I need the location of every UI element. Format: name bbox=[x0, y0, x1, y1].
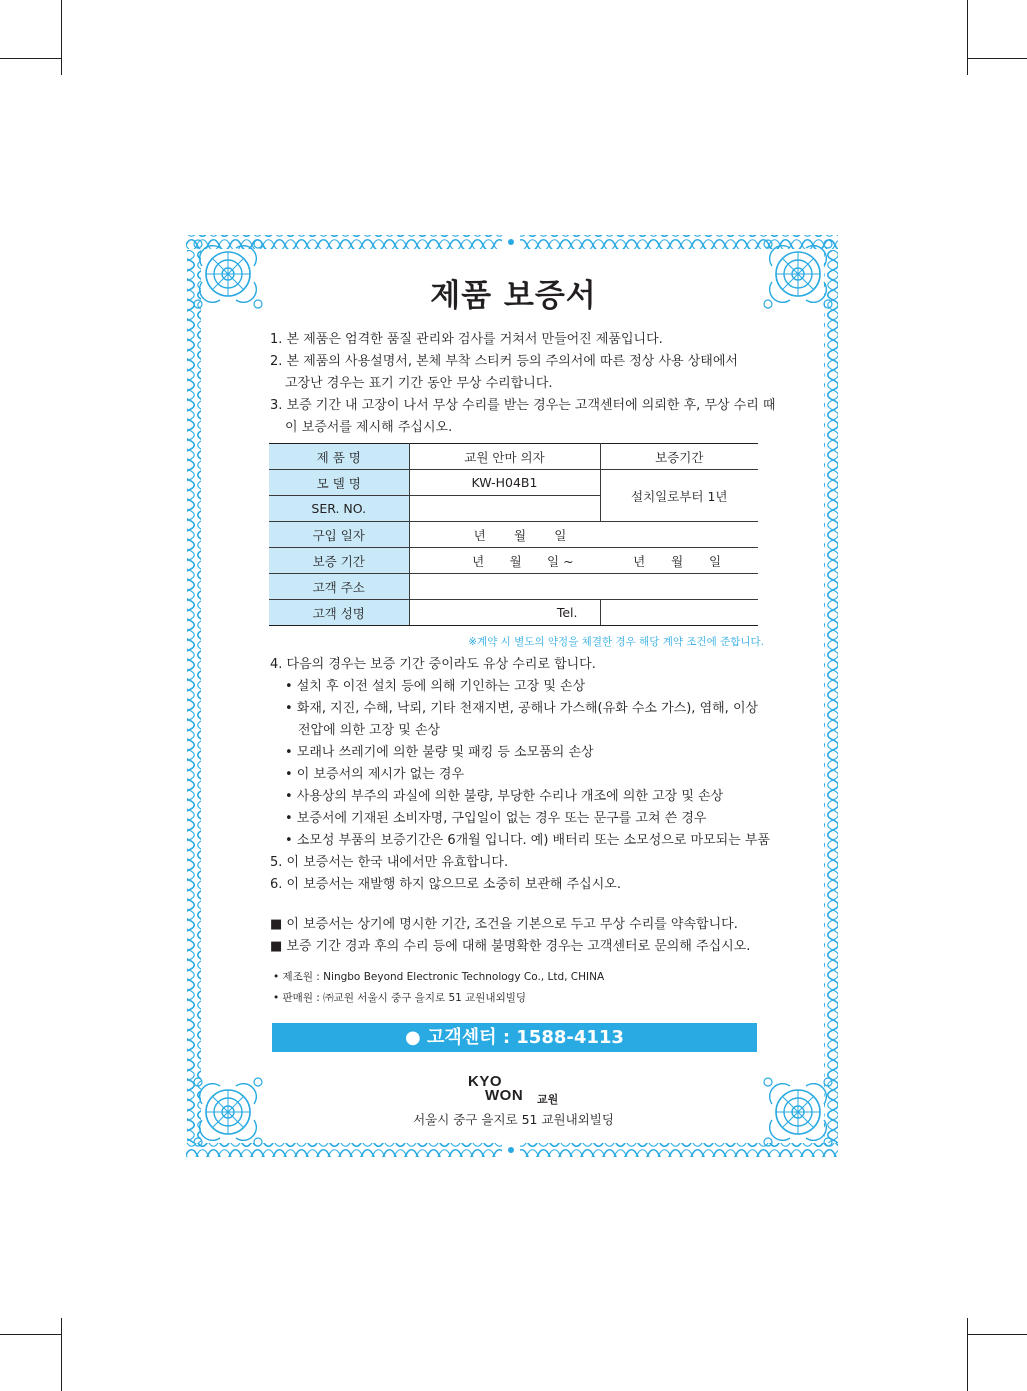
purchase-month: 월 bbox=[513, 527, 527, 543]
tel-label: Tel. bbox=[556, 605, 578, 620]
period-label: 보증 기간 bbox=[269, 548, 409, 574]
intro-item-1: 1. 본 제품은 엄격한 품질 관리와 검사를 거쳐서 만들어진 제품입니다. bbox=[270, 332, 663, 347]
bullet-item: • 사용상의 부주의 과실에 의한 불량, 부당한 수리나 개조에 의한 고장 및 손상 bbox=[285, 789, 724, 804]
promise-item: ■ 보증 기간 경과 후의 수리 등에 대해 불명확한 경우는 고객센터로 문의해 주십시오. bbox=[270, 939, 751, 954]
bullet-item: • 모래나 쓰레기에 의한 불량 및 패킹 등 소모품의 손상 bbox=[285, 745, 594, 760]
intro-section bbox=[270, 329, 790, 439]
period-from-year: 년 bbox=[472, 553, 485, 569]
logo-won: WON bbox=[485, 1087, 524, 1104]
period-from-month: 월 bbox=[509, 553, 522, 569]
promises bbox=[270, 914, 790, 958]
intro-item-2-cont: 고장난 경우는 표기 기간 동안 무상 수리합니다. bbox=[285, 376, 553, 391]
warranty-value: 설치일로부터 1년 bbox=[600, 470, 758, 522]
period-to-year: 년 bbox=[633, 553, 646, 569]
purchase-day: 일 bbox=[554, 527, 567, 543]
page-title: 제품 보증서 bbox=[430, 278, 597, 314]
model-value: KW-H04B1 bbox=[409, 470, 600, 496]
logo-korean: 교원 bbox=[537, 1094, 559, 1106]
period-value[interactable] bbox=[409, 548, 758, 574]
bullet-item-cont: 전압에 의한 고장 및 손상 bbox=[298, 723, 441, 738]
bullet-item: • 보증서에 기재된 소비자명, 구입일이 없는 경우 또는 문구를 고쳐 쓴 경우 bbox=[285, 811, 707, 826]
item-5: 5. 이 보증서는 한국 내에서만 유효합니다. bbox=[270, 855, 509, 870]
bullet-item: • 설치 후 이전 설치 등에 의해 기인하는 고장 및 손상 bbox=[285, 679, 586, 694]
section-4-heading: 4. 다음의 경우는 보증 기간 중이라도 유상 수리로 합니다. bbox=[270, 657, 596, 672]
address-label: 고객 주소 bbox=[269, 574, 409, 600]
promise-item: ■ 이 보증서는 상기에 명시한 기간, 조건을 기본으로 두고 무상 수리를 약속합니다. bbox=[270, 917, 738, 932]
period-to-month: 월 bbox=[671, 553, 684, 569]
kyowon-logo bbox=[455, 1073, 575, 1109]
manufacturer-info: • 제조원 : Ningbo Beyond Electronic Technology Co., Ltd, CHINA bbox=[273, 971, 605, 983]
intro-item-3: 3. 보증 기간 내 고장이 나서 무상 수리를 받는 경우는 고객센터에 의뢰한 후, 무상 수리 때 bbox=[270, 398, 776, 413]
customer-name-value[interactable] bbox=[409, 600, 600, 626]
product-name-value: 교원 안마 의자 bbox=[409, 444, 600, 470]
product-name-label: 제 품 명 bbox=[269, 444, 409, 470]
tel-value[interactable] bbox=[600, 600, 758, 626]
customer-name-label: 고객 성명 bbox=[269, 600, 409, 626]
address-value[interactable] bbox=[409, 574, 758, 600]
bullet-item: • 소모성 부품의 보증기간은 6개월 입니다. 예) 배터리 또는 소모성으로 마모되는 부품 bbox=[285, 833, 771, 848]
bullet-item: • 화재, 지진, 수해, 낙뢰, 기타 천재지변, 공해나 가스해(유화 수소 가스), 염해, 이상 bbox=[285, 701, 759, 716]
purchase-date-value[interactable] bbox=[409, 522, 758, 548]
logo-kyo: KYO bbox=[468, 1073, 503, 1090]
warranty-header: 보증기간 bbox=[600, 444, 758, 470]
customer-center-bar: ● 고객센터 : 1588-4113 bbox=[272, 1023, 757, 1052]
section-4 bbox=[270, 654, 790, 896]
period-to-day: 일 bbox=[709, 553, 722, 569]
item-6: 6. 이 보증서는 재발행 하지 않으므로 소중히 보관해 주십시오. bbox=[270, 877, 621, 892]
serial-value[interactable] bbox=[409, 496, 600, 522]
warranty-table bbox=[269, 443, 758, 626]
purchase-year: 년 bbox=[473, 527, 486, 543]
intro-item-2: 2. 본 제품의 사용설명서, 본체 부착 스티커 등의 주의서에 따른 정상 사용 상태에서 bbox=[270, 354, 738, 369]
period-from-day: 일 ~ bbox=[547, 553, 574, 569]
purchase-date-label: 구입 일자 bbox=[269, 522, 409, 548]
contract-note: ※계약 시 별도의 약정을 체결한 경우 해당 계약 조건에 준합니다. bbox=[468, 636, 764, 648]
bullet-item: • 이 보증서의 제시가 없는 경우 bbox=[285, 767, 465, 782]
seller-info: • 판매원 : ㈜교원 서울시 중구 을지로 51 교원내외빌딩 bbox=[273, 992, 527, 1004]
model-label: 모 델 명 bbox=[269, 470, 409, 496]
intro-item-3-cont: 이 보증서를 제시해 주십시오. bbox=[285, 420, 453, 435]
serial-label: SER. NO. bbox=[269, 496, 409, 522]
company-address: 서울시 중구 을지로 51 교원내외빌딩 bbox=[413, 1112, 614, 1127]
